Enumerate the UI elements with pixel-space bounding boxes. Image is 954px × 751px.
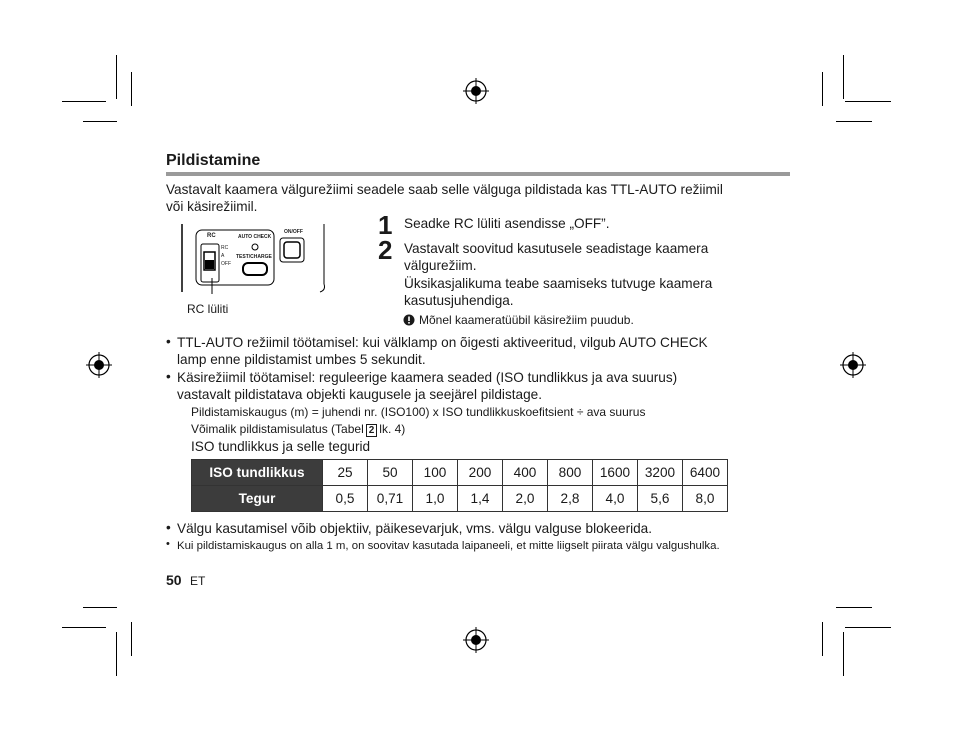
step-number: 1 [378,210,393,240]
formula-line [191,421,405,437]
step-text: välgurežiim. [404,258,477,273]
note-text: Mõnel kaameratüübil käsirežiim puudub. [419,313,634,327]
switch-position-label: RC [221,245,229,251]
formula-text: lk. 4) [379,422,406,436]
switch-position-label: A [221,253,225,259]
page-number: 50 [166,572,182,588]
crop-mark [116,632,117,676]
table-cell: 3200 [638,460,683,486]
section-title: Pildistamine [166,152,261,169]
registration-mark-icon [840,352,866,378]
illustration-caption: RC lüliti [187,302,229,316]
crop-mark [836,121,872,122]
crop-mark [822,622,823,656]
table-cell: 100 [413,460,458,486]
table-cell: 6400 [683,460,728,486]
auto-check-label: AUTO CHECK [238,234,272,240]
crop-mark [62,101,106,102]
step-text: kasutusjuhendiga. [404,293,514,308]
crop-mark [843,632,844,676]
registration-mark-icon [463,78,489,104]
crop-mark [836,607,872,608]
table-cell: 1,0 [413,486,458,512]
bullet-text: Kui pildistamiskaugus on alla 1 m, on soovitav kasutada laipaneeli, et mitte liigselt piirata välgu valgushulka. [177,540,720,552]
table-cell: 2,8 [548,486,593,512]
table-reference-badge: 2 [366,424,378,437]
crop-mark [131,72,132,106]
table-row-header: ISO tundlikkus [192,460,323,486]
table-cell: 4,0 [593,486,638,512]
table-cell: 50 [368,460,413,486]
table-cell: 0,71 [368,486,413,512]
crop-mark [131,622,132,656]
bullet-icon: • [166,369,171,384]
table-row-header: Tegur [192,486,323,512]
crop-mark [822,72,823,106]
table-cell: 25 [323,460,368,486]
formula-text: Võimalik pildistamisulatus (Tabel [191,422,364,436]
rc-label: RC [207,233,216,239]
bullet-icon: • [166,538,170,550]
bullet-text: lamp enne pildistamist umbes 5 sekundit. [177,352,426,367]
language-code: ET [190,574,206,588]
crop-mark [83,607,117,608]
formula-line: Pildistamiskaugus (m) = juhendi nr. (ISO100) x ISO tundlikkuskoefitsient ÷ ava suurus [191,405,646,419]
bullet-text: Välgu kasutamisel võib objektiiv, päikesevarjuk, vms. välgu valguse blokeerida. [177,521,653,536]
table-row [192,486,728,512]
crop-mark [843,55,844,99]
bullet-text: vastavalt pildistatava objekti kaugusele ja seejärel pildistage. [177,387,542,402]
registration-mark-icon [463,627,489,653]
table-caption: ISO tundlikkus ja selle tegurid [191,439,371,454]
caution-icon [403,314,415,326]
table-cell: 1600 [593,460,638,486]
registration-mark-icon [86,352,112,378]
crop-mark [116,55,117,99]
step-text: Üksikasjalikuma teabe saamiseks tutvuge kaamera [404,276,713,291]
table-cell: 2,0 [503,486,548,512]
table-cell: 400 [503,460,548,486]
crop-mark [845,101,891,102]
step-text: Seadke RC lüliti asendisse „OFF”. [404,216,610,231]
table-cell: 0,5 [323,486,368,512]
bullet-text: TTL-AUTO režiimil töötamisel: kui välklamp on õigesti aktiveeritud, vilgub AUTO CHECK [177,335,708,350]
table-cell: 800 [548,460,593,486]
intro-line: või käsirežiimil. [166,199,258,214]
table-cell: 5,6 [638,486,683,512]
table-row [192,460,728,486]
bullet-icon: • [166,520,171,535]
crop-mark [845,627,891,628]
bullet-text: Käsirežiimil töötamisel: reguleerige kaamera seaded (ISO tundlikkus ja ava suurus) [177,370,678,385]
iso-table [191,459,728,512]
table-cell: 1,4 [458,486,503,512]
step-text: Vastavalt soovitud kasutusele seadistage kaamera [404,241,709,256]
switch-position-label: OFF [221,261,231,267]
test-charge-label: TEST/CHARGE [236,254,272,260]
crop-mark [62,627,106,628]
crop-mark [83,121,117,122]
bullet-icon: • [166,334,171,349]
table-cell: 8,0 [683,486,728,512]
on-off-label: ON/OFF [284,229,303,235]
step-number: 2 [378,235,393,265]
title-rule [166,172,790,176]
table-cell: 200 [458,460,503,486]
intro-line: Vastavalt kaamera välgurežiimi seadele saab selle välguga pildistada kas TTL-AUTO režiimil [166,182,723,197]
